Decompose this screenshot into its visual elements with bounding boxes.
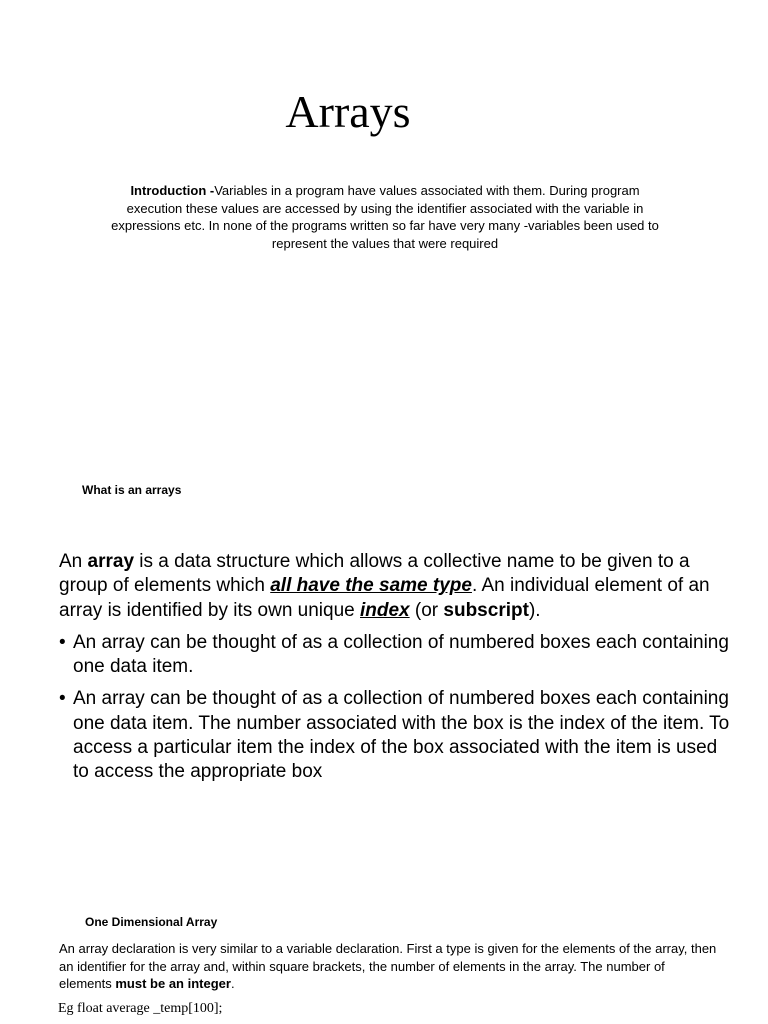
what-is-array-heading: What is an arrays <box>82 483 182 497</box>
definition-text-1: An <box>59 551 88 572</box>
bullet-icon: • <box>59 688 66 710</box>
introduction-label: Introduction - <box>130 183 215 198</box>
definition-text-4: (or <box>409 599 444 621</box>
declaration-paragraph <box>59 940 719 993</box>
example-code: Eg float average _temp[100]; <box>58 1001 223 1016</box>
definition-paragraph <box>59 550 731 623</box>
list-item <box>59 687 731 784</box>
declaration-text: An array declaration is very similar to a variable declaration. First a type is given for the elements of the array, then an identifier for the array and, within square brackets, the number of elements in the array. The number of elements <box>59 941 717 992</box>
bullet-list <box>59 631 731 785</box>
term-array: array <box>87 551 135 572</box>
definition-text-3: . An individual element of an array is identified by its own unique <box>59 575 710 621</box>
list-item-text: An array can be thought of as a collection of numbered boxes each containing one data item. The number associated with the box is the index of the item. To access a particular item the index of the box associated with the item is used to access the appropriate box <box>73 688 730 783</box>
introduction-paragraph <box>102 182 668 252</box>
declaration-end: . <box>230 976 235 992</box>
page-title: Arrays <box>285 86 411 137</box>
one-dimensional-array-heading: One Dimensional Array <box>85 915 218 929</box>
term-same-type: all have the same type <box>270 575 472 597</box>
list-item-text: An array can be thought of as a collection of numbered boxes each containing one data item. <box>73 631 729 678</box>
definition-text-5: ). <box>528 599 541 621</box>
declaration-bold: must be an integer <box>115 976 231 992</box>
term-index: index <box>360 599 410 621</box>
bullet-icon: • <box>59 631 66 653</box>
term-subscript: subscript <box>443 599 529 621</box>
introduction-text: Variables in a program have values associated with them. During program execution these values are accessed by using the identifier associated with the variable in expressions etc. In none of the programs written so far have very many -variables been used to represent the values that were required <box>111 183 659 251</box>
list-item <box>59 631 731 680</box>
definition-text-2: is a data structure which allows a collective name to be given to a group of elements which <box>59 551 690 597</box>
array-definition-section <box>59 550 731 793</box>
